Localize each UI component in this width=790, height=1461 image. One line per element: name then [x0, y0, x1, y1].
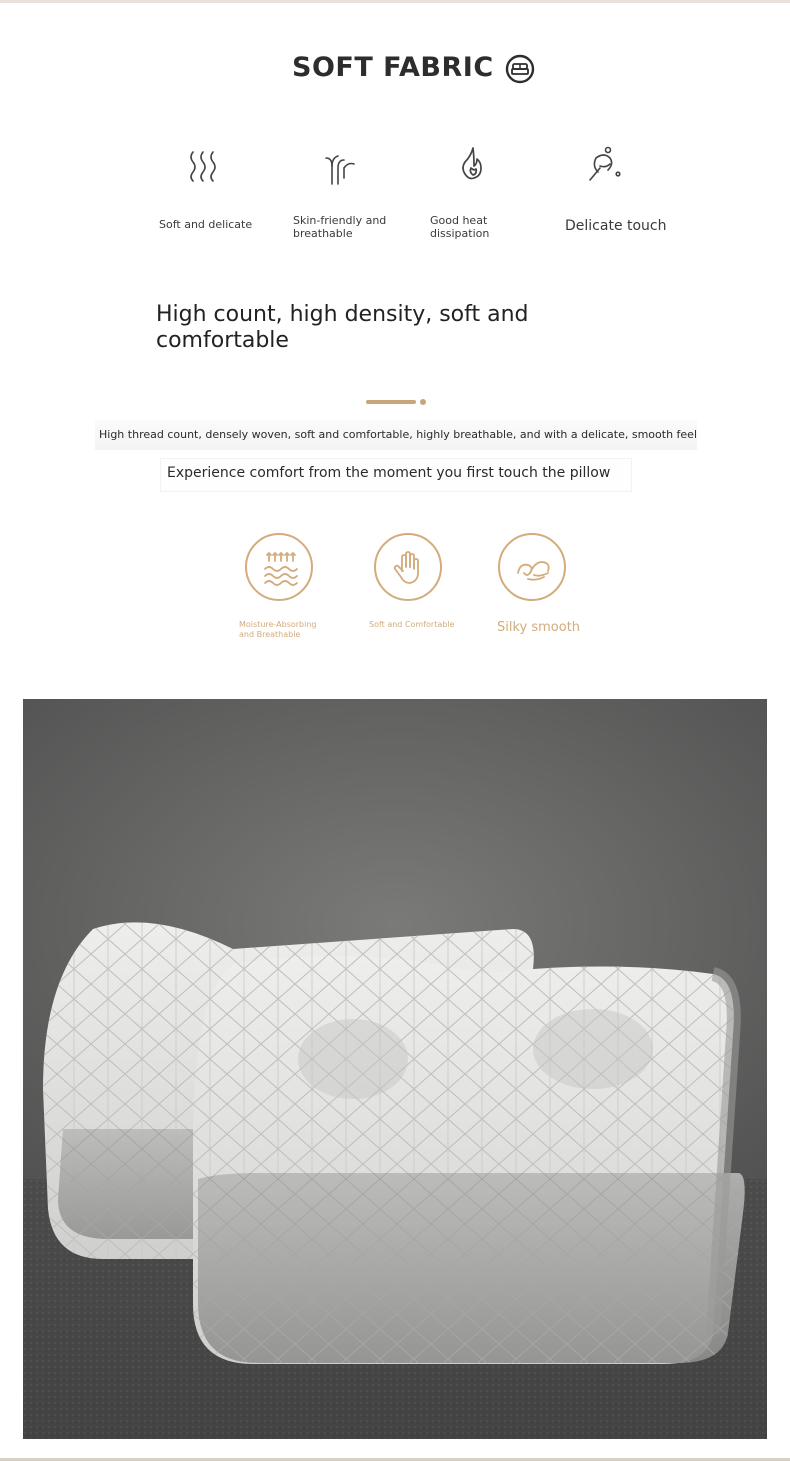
- section-heading: SOFT FABRIC: [292, 52, 494, 83]
- section-description: High thread count, densely woven, soft and comfortable, highly breathable, and with a delicate, smooth feel: [99, 428, 698, 441]
- front-pillow: [193, 956, 745, 1364]
- section-title: High count, high density, soft and comfortable: [156, 302, 529, 353]
- feature-label-heat: Good heat dissipation: [430, 214, 490, 240]
- airflow-icon: [320, 150, 360, 190]
- top-divider: [0, 0, 790, 3]
- badge-label-silky: Silky smooth: [497, 620, 581, 635]
- flame-icon: [453, 144, 493, 184]
- product-photo: [23, 699, 767, 1439]
- feather-touch-icon: [586, 144, 626, 184]
- section-subtitle: Experience comfort from the moment you first touch the pillow: [167, 465, 611, 481]
- feature-label-soft: Soft and delicate: [159, 218, 253, 231]
- accent-dot: [420, 399, 426, 405]
- badge-label-moisture: Moisture-Absorbing and Breathable: [239, 620, 317, 639]
- bed-icon: [505, 54, 535, 84]
- silk-swirl-icon: [498, 533, 566, 601]
- moisture-waves-icon: [245, 533, 313, 601]
- feature-label-breathable: Skin-friendly and breathable: [293, 214, 387, 240]
- accent-divider: [366, 400, 416, 404]
- feature-label-touch: Delicate touch: [565, 218, 667, 234]
- wavy-lines-icon: [185, 146, 225, 186]
- badge-label-soft: Soft and Comfortable: [369, 620, 455, 629]
- hand-icon: [374, 533, 442, 601]
